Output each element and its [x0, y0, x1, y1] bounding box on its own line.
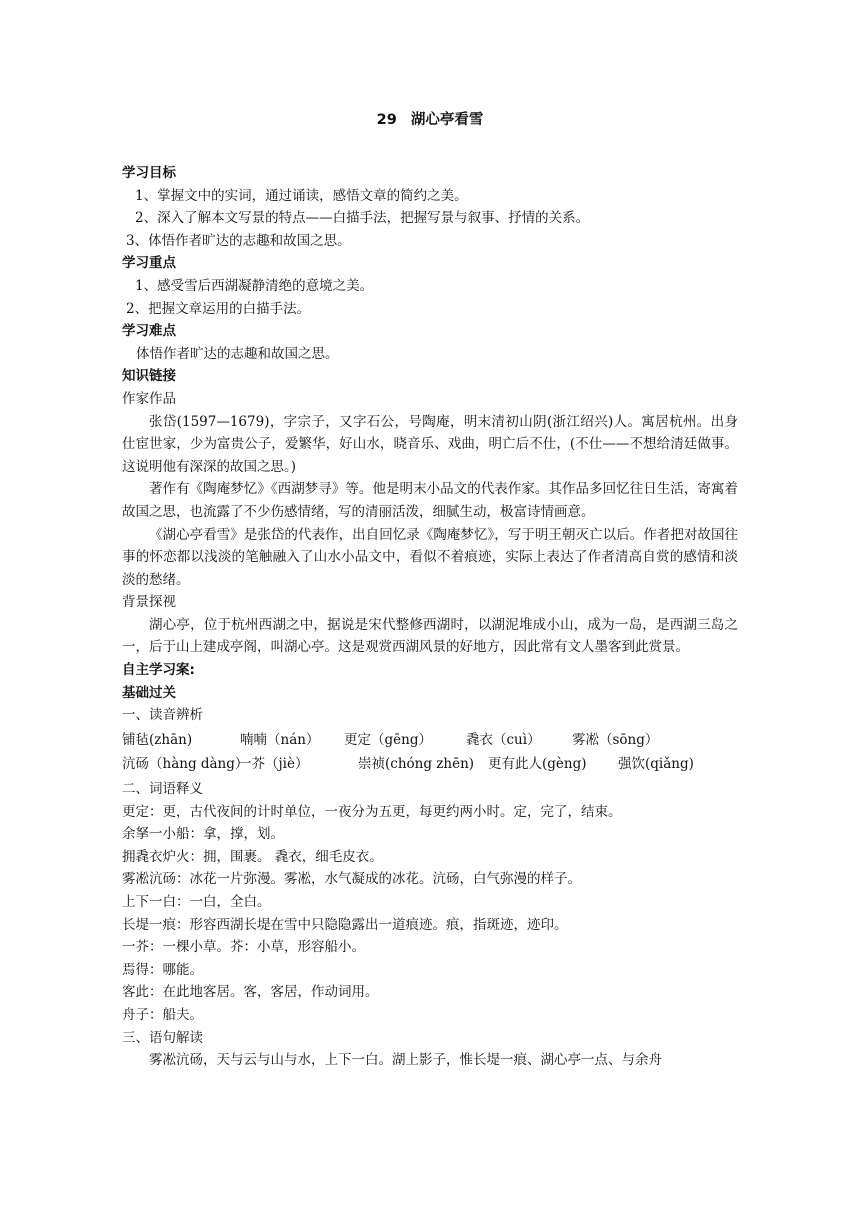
goal-item-2: 2、深入了解本文写景的特点——白描手法，把握写景与叙事、抒情的关系。 [135, 210, 590, 227]
sentence-title: 三、语句解读 [122, 1029, 203, 1046]
vocab-item: 舟子：船夫。 [122, 1006, 203, 1023]
lesson-title: 湖心亭看雪 [410, 112, 484, 128]
document-title [122, 108, 738, 132]
goal-item-3: 3、体悟作者旷达的志趣和故国之思。 [126, 232, 351, 249]
pinyin-item: 更定（gēng） [344, 731, 432, 748]
document-page [122, 108, 738, 1072]
vocab-title: 二、词语释义 [122, 781, 203, 798]
vocab-item: 雾凇沆砀：冰花一片弥漫。雾凇，水气凝成的冰花。沆砀，白气弥漫的样子。 [122, 871, 581, 888]
pinyin-item: 铺毡(zhān) [122, 731, 193, 748]
pinyin-item: 毳衣（cuì） [466, 731, 541, 748]
pinyin-row-2 [122, 753, 738, 776]
vocab-item: 焉得：哪能。 [122, 961, 203, 978]
vocab-item: 一芥：一棵小草。芥：小草，形容船小。 [122, 939, 365, 956]
author-paragraph-1: 张岱(1597—1679)，字宗子，又字石公，号陶庵，明末清初山阴(浙江绍兴)人。寓居杭州。出身仕宦世家，少为富贵公子，爱繁华，好山水，晓音乐、戏曲，明亡后不仕，(不仕——不想给清廷做事。这说明他有深深的故国之思。) [122, 413, 738, 475]
knowledge-heading: 知识链接 [122, 368, 176, 385]
pinyin-item: 喃喃（nán） [240, 731, 320, 748]
author-paragraph-2: 著作有《陶庵梦忆》《西湖梦寻》等。他是明末小品文的代表作家。其作品多回忆往日生活，寄寓着故国之思，也流露了不少伤感情绪，写的清丽活泼，细腻生动，极富诗情画意。 [122, 481, 738, 520]
sentence-paragraph: 雾凇沆砀，天与云与山与水，上下一白。湖上影子，惟长堤一痕、湖心亭一点、与余舟 [149, 1052, 662, 1069]
key-point-item-2: 2、把握文章运用的白描手法。 [126, 300, 311, 317]
author-subheading: 作家作品 [122, 390, 176, 407]
pinyin-item: 沆砀（hàng dàng） [122, 756, 249, 773]
goal-item-1: 1、掌握文中的实词，通过诵读，感悟文章的简约之美。 [135, 187, 468, 204]
goals-heading: 学习目标 [122, 165, 176, 181]
vocab-item: 余拏一小船：拿，撑，划。 [122, 826, 284, 843]
basics-heading: 基础过关 [122, 684, 176, 701]
background-paragraph: 湖心亭，位于杭州西湖之中，据说是宋代整修西湖时，以湖泥堆成小山，成为一岛，是西湖三岛之一，后于山上建成亭阁，叫湖心亭。这是观赏西湖风景的好地方，因此常有文人墨客到此赏景。 [122, 616, 738, 656]
pinyin-item: 强饮(qiǎng) [618, 756, 694, 773]
difficulty-text: 体悟作者旷达的志趣和故国之思。 [136, 345, 339, 362]
self-study-heading: 自主学习案: [122, 662, 195, 679]
vocab-item: 客此：在此地客居。客，客居，作动词用。 [122, 984, 379, 1001]
difficulty-heading: 学习难点 [122, 323, 176, 340]
author-paragraph-3: 《湖心亭看雪》是张岱的代表作，出自回忆录《陶庵梦忆》，写于明王朝灭亡以后。作者把对故国往事的怀恋都以浅淡的笔触融入了山水小品文中，看似不着痕迹，实际上表达了作者清高自赏的感情和淡淡的愁绪。 [122, 526, 738, 588]
reading-title: 一、读音辨析 [122, 707, 203, 724]
vocab-item: 上下一白：一白，全白。 [122, 894, 271, 910]
vocab-item: 拥毳衣炉火：拥，围裹。 毳衣，细毛皮衣。 [122, 848, 383, 865]
pinyin-item: 雾凇（sōng） [572, 731, 659, 748]
pinyin-row-1 [122, 729, 738, 752]
vocab-item: 更定：更，古代夜间的计时单位，一夜分为五更，每更约两小时。定，完了，结束。 [122, 803, 622, 820]
pinyin-item: 更有此人(gèng) [488, 756, 587, 773]
vocab-item: 长堤一痕：形容西湖长堤在雪中只隐隐露出一道痕迹。痕，指斑迹，迹印。 [122, 916, 568, 933]
lesson-number: 29 [376, 112, 397, 128]
key-points-heading: 学习重点 [122, 255, 176, 272]
pinyin-item: 一芥（jiè） [238, 756, 309, 773]
pinyin-item: 崇祯(chóng zhēn) [358, 756, 475, 773]
background-subheading: 背景探视 [122, 594, 176, 611]
key-point-item-1: 1、感受雪后西湖凝静清绝的意境之美。 [135, 277, 374, 294]
